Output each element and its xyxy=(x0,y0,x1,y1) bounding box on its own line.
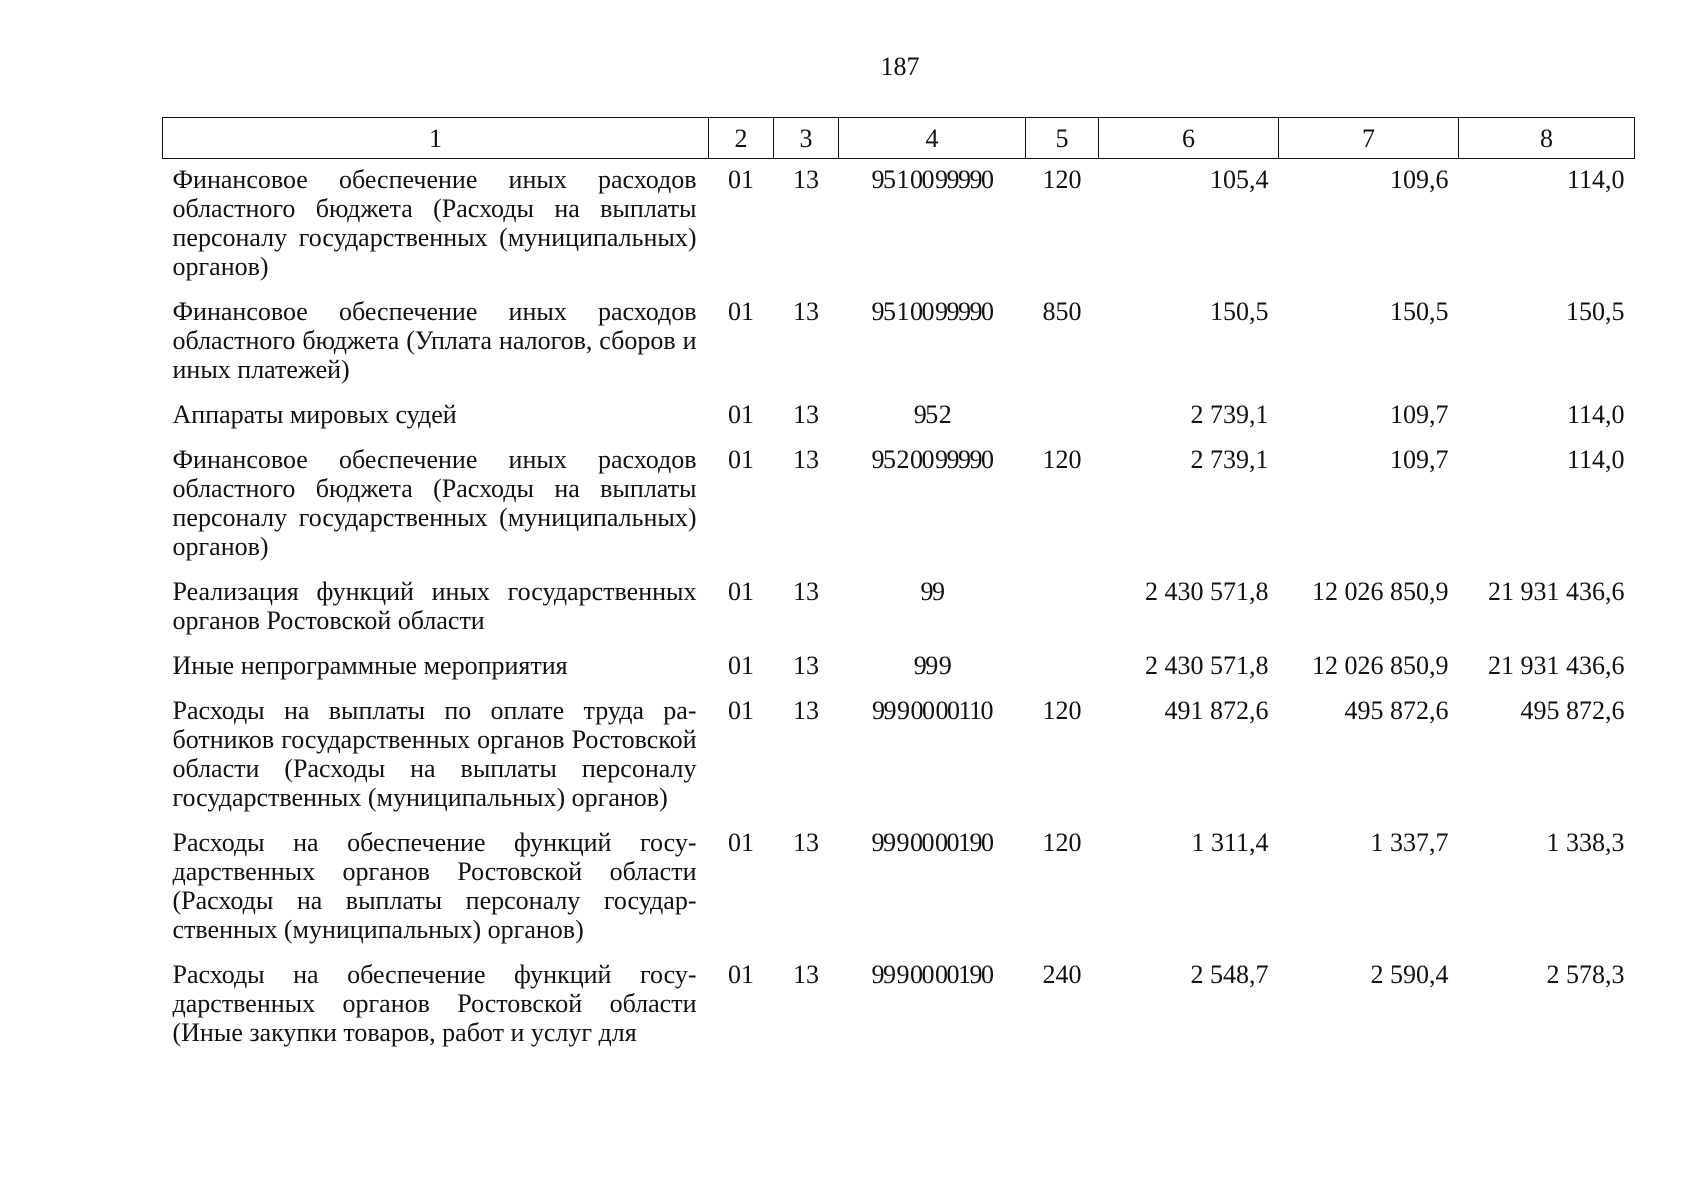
table-row xyxy=(163,567,1635,641)
table-row xyxy=(163,818,1635,950)
row-target-item: 99 9 00 00190 xyxy=(871,828,993,857)
row-amount-col8: 21 931 436,6 xyxy=(1488,577,1625,606)
row-section: 01 xyxy=(728,696,754,725)
header-col-1: 1 xyxy=(163,118,709,159)
row-section: 01 xyxy=(728,400,754,429)
row-subsection: 13 xyxy=(793,696,819,725)
row-section: 01 xyxy=(728,651,754,680)
row-amount-col7: 495 872,6 xyxy=(1344,696,1449,725)
header-col-6: 6 xyxy=(1099,118,1279,159)
row-section: 01 xyxy=(728,960,754,989)
row-expense-type: 120 xyxy=(1042,828,1082,857)
row-subsection: 13 xyxy=(793,577,819,606)
row-subsection: 13 xyxy=(793,651,819,680)
table-row xyxy=(163,159,1635,288)
row-amount-col6: 2 430 571,8 xyxy=(1145,577,1269,606)
row-subsection: 13 xyxy=(793,828,819,857)
row-amount-col7: 150,5 xyxy=(1390,297,1449,326)
row-amount-col7: 12 026 850,9 xyxy=(1312,577,1449,606)
row-expense-type xyxy=(1026,641,1099,686)
row-name: Финансовое обеспечение иных расходов областного бюджета (Расходы на выплаты персоналу государственных (муниципальных) органов) xyxy=(172,445,697,561)
row-section: 01 xyxy=(728,445,754,474)
row-amount-col6: 150,5 xyxy=(1210,297,1269,326)
row-subsection: 13 xyxy=(793,400,819,429)
row-amount-col7: 109,7 xyxy=(1390,400,1449,429)
row-name: Финансовое обеспечение иных расходов областного бюджета (Расходы на выплаты персоналу государственных (муниципальных) органов) xyxy=(172,165,697,281)
row-target-item: 99 xyxy=(920,577,944,606)
row-name: Расходы на выплаты по оплате труда работников государственных органов Ростовской области (Расходы на выплаты персоналу государственных (муниципальных) органов) xyxy=(172,696,697,812)
row-amount-col6: 491 872,6 xyxy=(1164,696,1269,725)
row-amount-col7: 2 590,4 xyxy=(1370,960,1449,989)
header-col-4: 4 xyxy=(839,118,1026,159)
row-amount-col8: 150,5 xyxy=(1566,297,1625,326)
table-row xyxy=(163,641,1635,686)
header-row xyxy=(163,118,1635,159)
row-amount-col7: 12 026 850,9 xyxy=(1312,651,1449,680)
row-expense-type: 850 xyxy=(1042,297,1082,326)
row-amount-col8: 114,0 xyxy=(1566,445,1625,474)
row-section: 01 xyxy=(728,577,754,606)
row-expense-type xyxy=(1026,390,1099,435)
row-amount-col8: 114,0 xyxy=(1566,165,1625,194)
row-amount-col6: 2 548,7 xyxy=(1190,960,1269,989)
row-amount-col6: 2 739,1 xyxy=(1190,400,1269,429)
table-header xyxy=(163,118,1635,159)
row-expense-type: 240 xyxy=(1042,960,1082,989)
table-row xyxy=(163,435,1635,567)
table-row xyxy=(163,686,1635,818)
budget-table xyxy=(162,117,1635,1053)
table-row xyxy=(163,287,1635,390)
row-amount-col8: 21 931 436,6 xyxy=(1488,651,1625,680)
row-amount-col7: 1 337,7 xyxy=(1370,828,1449,857)
row-amount-col8: 1 338,3 xyxy=(1546,828,1625,857)
row-name: Иные непрограммные мероприятия xyxy=(172,651,568,680)
row-amount-col7: 109,6 xyxy=(1390,165,1449,194)
row-subsection: 13 xyxy=(793,297,819,326)
table-row xyxy=(163,950,1635,1053)
row-amount-col6: 1 311,4 xyxy=(1191,828,1269,857)
row-expense-type: 120 xyxy=(1042,445,1082,474)
row-subsection: 13 xyxy=(793,960,819,989)
row-expense-type: 120 xyxy=(1042,165,1082,194)
page-number: 187 xyxy=(880,52,920,81)
row-section: 01 xyxy=(728,297,754,326)
header-col-8: 8 xyxy=(1459,118,1635,159)
table-body xyxy=(163,159,1635,1054)
row-name: Аппараты мировых судей xyxy=(172,400,457,429)
row-amount-col8: 114,0 xyxy=(1566,400,1625,429)
row-target-item: 95 2 xyxy=(913,400,951,429)
row-name: Расходы на обеспечение функций государственных органов Ростовской области (Иные закупки товаров, работ и услуг для xyxy=(172,960,697,1047)
row-amount-col6: 2 739,1 xyxy=(1190,445,1269,474)
row-target-item: 99 9 xyxy=(913,651,951,680)
row-name: Финансовое обеспечение иных расходов областного бюджета (Уплата налогов, сборов и иных платежей) xyxy=(172,297,697,384)
row-amount-col6: 105,4 xyxy=(1210,165,1269,194)
row-expense-type: 120 xyxy=(1042,696,1082,725)
row-amount-col8: 2 578,3 xyxy=(1546,960,1625,989)
row-subsection: 13 xyxy=(793,445,819,474)
row-section: 01 xyxy=(728,828,754,857)
row-amount-col7: 109,7 xyxy=(1390,445,1449,474)
row-name: Реализация функций иных государственных органов Ростовской области xyxy=(172,577,697,635)
row-expense-type xyxy=(1026,567,1099,641)
row-subsection: 13 xyxy=(793,165,819,194)
header-col-2: 2 xyxy=(709,118,774,159)
table-row xyxy=(163,390,1635,435)
row-section: 01 xyxy=(728,165,754,194)
header-col-3: 3 xyxy=(774,118,839,159)
row-name: Расходы на обеспечение функций государственных органов Ростовской области (Расходы на выплаты персоналу государственных (муниципальных) органов) xyxy=(172,828,697,944)
row-target-item: 95 2 00 99990 xyxy=(871,445,993,474)
row-amount-col6: 2 430 571,8 xyxy=(1145,651,1269,680)
row-amount-col8: 495 872,6 xyxy=(1520,696,1625,725)
row-target-item: 95 1 00 99990 xyxy=(871,297,993,326)
row-target-item: 99 9 00 00190 xyxy=(871,960,993,989)
header-col-5: 5 xyxy=(1026,118,1099,159)
row-target-item: 95 1 00 99990 xyxy=(871,165,993,194)
header-col-7: 7 xyxy=(1279,118,1459,159)
row-target-item: 99 9 00 00110 xyxy=(871,696,993,725)
